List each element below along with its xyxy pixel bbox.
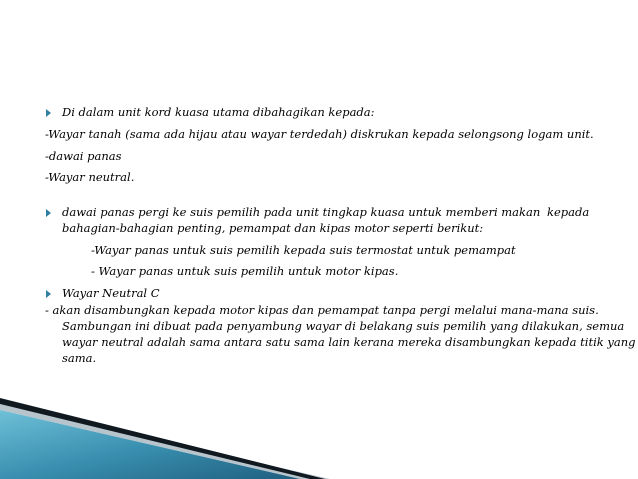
text-line: dawai panas pergi ke suis pemilih pada unit tingkap kuasa untuk memberi makan	[62, 205, 541, 219]
text-line: -dawai panas	[45, 149, 122, 163]
text-line: bahagian-bahagian penting, pemampat dan kipas motor seperti berikut:	[62, 221, 484, 235]
triangle-right-bullet-icon	[46, 109, 51, 117]
text-line: kepada	[547, 205, 590, 219]
text-line: Di dalam unit kord kuasa utama dibahagikan kepada:	[62, 105, 375, 119]
text-line: Sambungan ini dibuat pada penyambung wayar di belakang suis pemilih yang dilakukan, semua	[62, 319, 625, 333]
text-line: - Wayar panas untuk suis pemilih untuk motor kipas.	[91, 264, 399, 278]
text-line: - akan disambungkan kepada motor kipas dan pemampat tanpa pergi melalui mana-mana suis.	[45, 303, 599, 317]
text-line: -Wayar tanah (sama ada hijau atau wayar terdedah) diskrukan kepada selongsong logam unit.	[45, 127, 594, 141]
triangle-right-bullet-icon	[46, 209, 51, 217]
text-line: sama.	[62, 351, 97, 365]
triangle-right-bullet-icon	[46, 290, 51, 298]
text-line: Wayar Neutral C	[62, 286, 160, 300]
text-line: -Wayar neutral.	[45, 170, 135, 184]
text-line: wayar neutral adalah sama antara satu sama lain kerana mereka disambungkan kepada titik yang	[62, 335, 636, 349]
text-line: -Wayar panas untuk suis pemilih kepada suis termostat untuk pemampat	[91, 243, 516, 257]
